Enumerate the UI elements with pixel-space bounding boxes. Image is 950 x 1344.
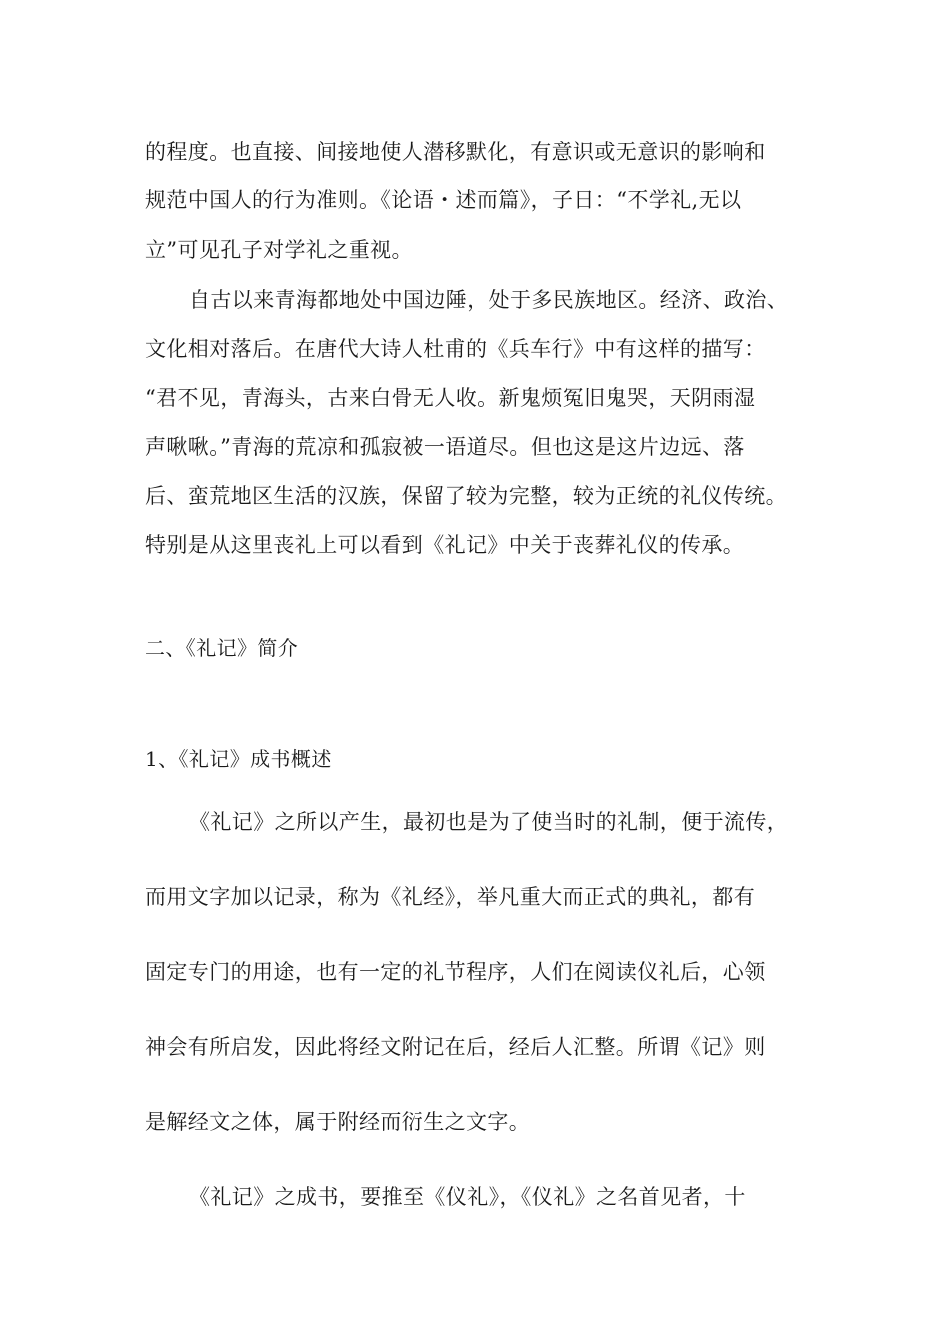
text-line: 固定专门的用途，也有一定的礼节程序，人们在阅读仪礼后，心领	[145, 960, 766, 984]
text-line: “君不见，青海头，古来白骨无人收。新鬼烦冤旧鬼哭，天阴雨湿	[145, 386, 756, 410]
text-line: 的程度。也直接、间接地使人潜移默化，有意识或无意识的影响和	[145, 140, 766, 164]
text-line: 后、蛮荒地区生活的汉族，保留了较为完整，较为正统的礼仪传统。	[145, 484, 787, 508]
text-line: 特别是从这里丧礼上可以看到《礼记》中关于丧葬礼仪的传承。	[145, 533, 745, 557]
text-line: 立”可见孔子对学礼之重视。	[145, 238, 413, 262]
text-line: 《礼记》之所以产生，最初也是为了使当时的礼制，便于流传，	[189, 810, 789, 834]
text-line: 《礼记》之成书，要推至《仪礼》，《仪礼》之名首见者，十	[189, 1185, 746, 1209]
text-line: 自古以来青海都地处中国边陲，处于多民族地区。经济、政治、	[189, 288, 789, 312]
text-line: 声啾啾。”青海的荒凉和孤寂被一语道尽。但也这是这片边远、落	[145, 435, 745, 459]
text-line: 规范中国人的行为准则。《论语・述而篇》，子日：“不学礼,无以	[145, 188, 742, 212]
subsection-heading: 1、《礼记》成书概述	[145, 747, 332, 771]
text-line: 神会有所启发，因此将经文附记在后，经后人汇整。所谓《记》则	[145, 1035, 766, 1059]
text-line: 而用文字加以记录，称为《礼经》，举凡重大而正式的典礼，都有	[145, 885, 756, 909]
text-line: 文化相对落后。在唐代大诗人杜甫的《兵车行》中有这样的描写：	[145, 337, 766, 361]
section-heading: 二、《礼记》简介	[145, 636, 299, 660]
text-line: 是解经文之体，属于附经而衍生之文字。	[145, 1110, 531, 1134]
